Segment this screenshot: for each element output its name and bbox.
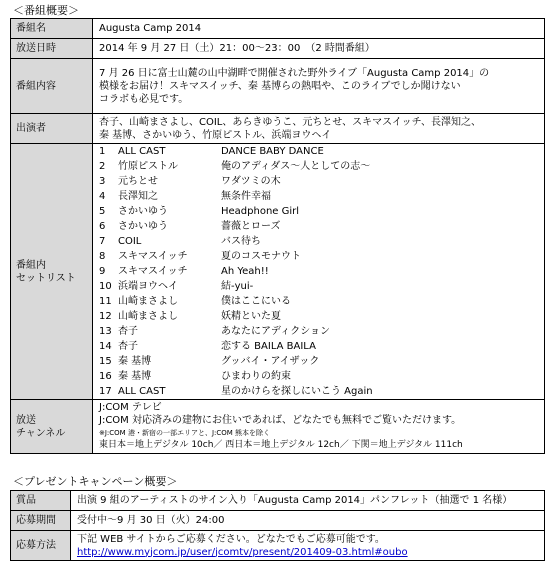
- present-campaign-heading: ＜プレゼントキャンペーン概要＞: [13, 475, 178, 488]
- setlist-label-line: セットリスト: [16, 272, 76, 284]
- content-line: コラボも必見です。: [99, 93, 189, 105]
- performers-value: [93, 114, 545, 144]
- period-row: [11, 511, 545, 531]
- setlist-row-item: [99, 309, 538, 324]
- setlist-artist: 山崎まさよし: [118, 296, 178, 307]
- setlist-artist: スキマスイッチ: [118, 251, 188, 262]
- present-campaign-table: [10, 490, 545, 561]
- setlist-row-item: [99, 174, 538, 189]
- channel-note: ※J:COM 港・新宿の一部エリアと、J:COM 熊本を除く: [99, 429, 271, 437]
- setlist-artist: ALL CAST: [118, 386, 166, 397]
- setlist-number: 17: [99, 386, 112, 397]
- setlist-song: DANCE BABY DANCE: [221, 146, 324, 157]
- setlist-song: Ah Yeah!!: [221, 266, 269, 277]
- setlist-artist: ALL CAST: [118, 146, 166, 157]
- setlist-row: [11, 144, 545, 400]
- setlist-label-line: 番組内: [16, 259, 46, 271]
- program-content-label: 番組内容: [11, 59, 93, 114]
- setlist-song: 結-yui-: [221, 281, 254, 292]
- setlist-number: 13: [99, 326, 112, 337]
- setlist-number: 10: [99, 281, 112, 292]
- setlist-row-item: [99, 144, 538, 159]
- program-overview-table: [10, 18, 545, 454]
- setlist-number: 11: [99, 296, 112, 307]
- period-value: 受付中～9 月 30 日（火）24:00: [71, 511, 545, 531]
- setlist-number: 3: [99, 176, 106, 187]
- setlist-artist: スキマスイッチ: [118, 266, 188, 277]
- setlist-number: 5: [99, 206, 106, 217]
- setlist-song: バス待ち: [221, 236, 261, 247]
- channel-value: [93, 400, 545, 454]
- air-date-value: 2014 年 9 月 27 日（土）21：00～23：00 （2 時間番組）: [93, 39, 545, 59]
- setlist-song: Headphone Girl: [221, 206, 300, 217]
- setlist-song: あなたにアディクション: [221, 326, 330, 337]
- air-date-label: 放送日時: [11, 39, 93, 59]
- setlist-artist: 浜端ヨウヘイ: [118, 281, 178, 292]
- setlist-song: 星のかけらを探しにいこう Again: [221, 386, 373, 397]
- setlist-artist: 秦 基博: [118, 356, 152, 367]
- period-label: 応募期間: [11, 511, 71, 531]
- setlist-song: ひまわりの約束: [221, 371, 291, 382]
- setlist-artist: 竹原ピストル: [118, 161, 178, 172]
- channel-numbers: 東日本＝地上デジタル 10ch／ 西日本＝地上デジタル 12ch／ 下関＝地上デジタル 111ch: [99, 440, 463, 450]
- setlist-row-item: [99, 204, 538, 219]
- setlist-artist: 秦 基博: [118, 371, 152, 382]
- setlist-song: 無条件幸福: [221, 191, 271, 202]
- performers-row: [11, 114, 545, 144]
- setlist-row-item: [99, 339, 538, 354]
- setlist-artist: 杏子: [118, 326, 138, 337]
- setlist-row-item: [99, 279, 538, 294]
- program-name-row: [11, 19, 545, 39]
- channel-availability: J:COM 対応済みの建物にお住いであれば、どなたでも無料でご覧いただけます。: [99, 415, 462, 426]
- prize-label: 賞品: [11, 491, 71, 511]
- setlist-song: 恋する BAILA BAILA: [221, 341, 316, 352]
- setlist-artist: さかいゆう: [118, 206, 168, 217]
- setlist-number: 15: [99, 356, 112, 367]
- setlist-song: ワダツミの木: [221, 176, 281, 187]
- setlist-row-item: [99, 159, 538, 174]
- program-content-row: [11, 59, 545, 114]
- setlist-song: 夏のコスモナウト: [221, 251, 301, 262]
- performers-line: 杏子、山崎まさよし、COIL、あらきゆうこ、元ちとせ、スキマスイッチ、長澤知之、: [99, 116, 481, 128]
- setlist-row-item: [99, 234, 538, 249]
- channel-label: [11, 400, 93, 454]
- setlist-song: 妖精といた夏: [221, 311, 281, 322]
- performers-line: 秦 基博、さかいゆう、竹原ピストル、浜端ヨウヘイ: [99, 129, 332, 141]
- air-date-row: [11, 39, 545, 59]
- setlist-row-item: [99, 294, 538, 309]
- setlist-label: [11, 144, 93, 400]
- setlist-number: 16: [99, 371, 112, 382]
- performers-label: 出演者: [11, 114, 93, 144]
- setlist-row-item: [99, 189, 538, 204]
- channel-row: [11, 400, 545, 454]
- setlist-number: 8: [99, 251, 106, 262]
- program-content-value: [93, 59, 545, 114]
- setlist-song: 薔薇とローズ: [221, 221, 281, 232]
- channel-name: J:COM テレビ: [99, 402, 162, 413]
- content-line: 7 月 26 日に富士山麓の山中湖畔で開催された野外ライブ「Augusta Camp 2014」の: [99, 67, 490, 79]
- setlist-row-item: [99, 354, 538, 369]
- setlist-number: 12: [99, 311, 112, 322]
- setlist-number: 6: [99, 221, 106, 232]
- content-line: 模様をお届け！スキマスイッチ、秦 基博らの熱唱や、このライブでしか聞けない: [99, 80, 461, 92]
- setlist-row-item: [99, 369, 538, 384]
- setlist-artist: COIL: [118, 236, 142, 247]
- setlist-number: 9: [99, 266, 106, 277]
- setlist-artist: 長澤知之: [118, 191, 158, 202]
- method-text: 下記 WEB サイトからご応募ください。どなたでもご応募可能です。: [77, 533, 385, 545]
- setlist-number: 2: [99, 161, 106, 172]
- prize-row: [11, 491, 545, 511]
- setlist-artist: 杏子: [118, 341, 138, 352]
- setlist-song: グッバイ・アイザック: [221, 356, 320, 367]
- setlist-value: [93, 144, 545, 400]
- channel-label-line: 放送: [16, 414, 36, 426]
- setlist-artist: さかいゆう: [118, 221, 168, 232]
- setlist-song: 僕はここにいる: [221, 296, 291, 307]
- setlist-number: 4: [99, 191, 106, 202]
- method-row: [11, 531, 545, 561]
- setlist-row-item: [99, 219, 538, 234]
- setlist-artist: 元ちとせ: [118, 176, 158, 187]
- program-name-label: 番組名: [11, 19, 93, 39]
- setlist-row-item: [99, 264, 538, 279]
- setlist: [99, 144, 538, 399]
- setlist-row-item: [99, 324, 538, 339]
- method-label: 応募方法: [11, 531, 71, 561]
- program-name-value: Augusta Camp 2014: [93, 19, 545, 39]
- prize-value: 出演 9 組のアーティストのサイン入り「Augusta Camp 2014」パンフレット（抽選で 1 名様）: [71, 491, 545, 511]
- setlist-song: 俺のアディダス～人としての志～: [221, 161, 371, 172]
- program-overview-heading: ＜番組概要＞: [13, 4, 79, 17]
- setlist-number: 14: [99, 341, 112, 352]
- method-value: [71, 531, 545, 561]
- setlist-number: 7: [99, 236, 106, 247]
- setlist-row-item: [99, 249, 538, 264]
- setlist-row-item: [99, 384, 538, 399]
- setlist-artist: 山崎まさよし: [118, 311, 178, 322]
- application-link[interactable]: http://www.myjcom.jp/user/jcomtv/present/201409-03.html#oubo: [77, 546, 408, 558]
- setlist-number: 1: [99, 146, 106, 157]
- channel-label-line: チャンネル: [16, 427, 66, 439]
